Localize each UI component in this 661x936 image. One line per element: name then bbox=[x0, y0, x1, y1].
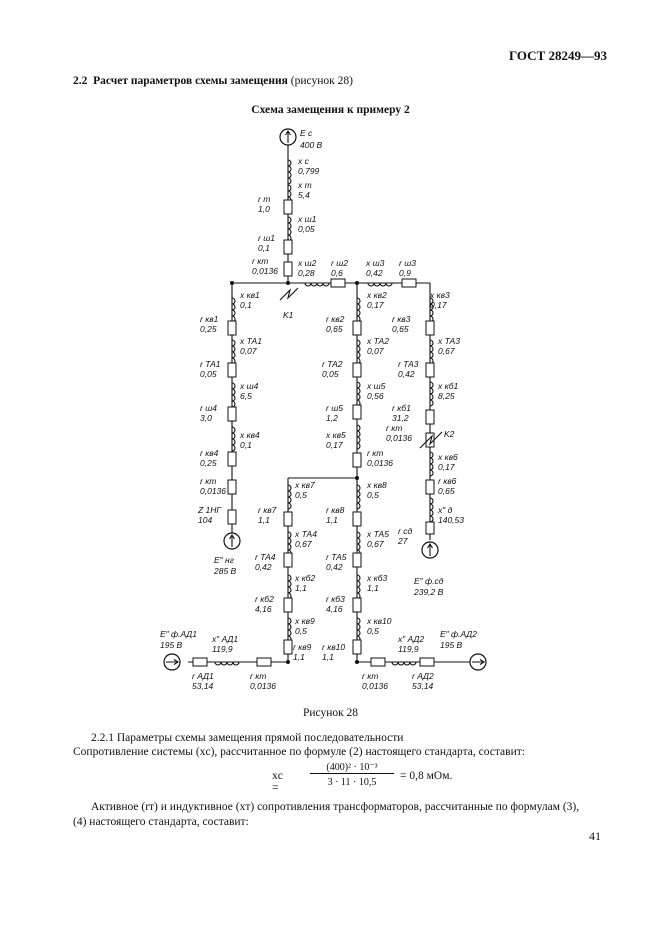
svg-text:140,53: 140,53 bbox=[438, 515, 464, 525]
svg-text:r кб1: r кб1 bbox=[392, 403, 411, 413]
svg-text:1,1: 1,1 bbox=[326, 515, 338, 525]
label-source: E c bbox=[300, 128, 313, 138]
svg-text:0,05: 0,05 bbox=[200, 369, 217, 379]
svg-text:1,1: 1,1 bbox=[322, 652, 334, 662]
svg-text:x кб2: x кб2 bbox=[295, 573, 316, 583]
svg-text:x″ д: x″ д bbox=[438, 505, 453, 515]
svg-text:0,65: 0,65 bbox=[326, 324, 343, 334]
svg-text:0,05: 0,05 bbox=[322, 369, 339, 379]
svg-text:r ш1: r ш1 bbox=[258, 233, 275, 243]
svg-text:x кв4: x кв4 bbox=[240, 430, 260, 440]
svg-text:K1: K1 bbox=[283, 310, 294, 320]
svg-text:r кт: r кт bbox=[252, 256, 269, 266]
svg-text:x кв1: x кв1 bbox=[240, 290, 260, 300]
svg-text:r кт: r кт bbox=[362, 671, 379, 681]
svg-text:r кт: r кт bbox=[386, 423, 403, 433]
svg-text:x ТА3: x ТА3 bbox=[438, 336, 460, 346]
svg-text:r кв9: r кв9 bbox=[293, 642, 312, 652]
svg-text:0,0136: 0,0136 bbox=[362, 681, 388, 691]
svg-text:r кв2: r кв2 bbox=[326, 314, 345, 324]
svg-text:x кб3: x кб3 bbox=[367, 573, 388, 583]
svg-text:0,42: 0,42 bbox=[366, 268, 383, 278]
diagram-title: Схема замещения к примеру 2 bbox=[251, 104, 410, 116]
svg-text:r ТА2: r ТА2 bbox=[322, 359, 343, 369]
svg-text:r кб3: r кб3 bbox=[326, 594, 345, 604]
svg-text:r кв1: r кв1 bbox=[200, 314, 219, 324]
svg-text:E″ ф.АД2: E″ ф.АД2 bbox=[440, 629, 477, 639]
svg-text:1,2: 1,2 bbox=[326, 413, 338, 423]
svg-text:0,1: 0,1 bbox=[258, 243, 270, 253]
svg-text:r кб2: r кб2 bbox=[255, 594, 274, 604]
svg-text:5,4: 5,4 bbox=[298, 190, 310, 200]
svg-text:6,5: 6,5 bbox=[240, 391, 252, 401]
svg-text:E″ нг: E″ нг bbox=[214, 555, 234, 565]
svg-text:r ТА5: r ТА5 bbox=[326, 552, 347, 562]
svg-text:0,67: 0,67 bbox=[438, 346, 455, 356]
svg-text:Z 1НГ: Z 1НГ bbox=[198, 505, 222, 515]
svg-text:x ш2: x ш2 bbox=[298, 258, 317, 268]
svg-text:x ТА5: x ТА5 bbox=[367, 529, 389, 539]
svg-text:x ТА1: x ТА1 bbox=[240, 336, 262, 346]
svg-text:4,16: 4,16 bbox=[326, 604, 343, 614]
svg-text:x кв6: x кв6 bbox=[438, 452, 458, 462]
svg-text:r кт: r кт bbox=[200, 476, 217, 486]
svg-text:0,25: 0,25 bbox=[200, 458, 217, 468]
svg-text:K2: K2 bbox=[444, 429, 455, 439]
svg-text:195 В: 195 В bbox=[160, 640, 183, 650]
svg-text:x кб1: x кб1 bbox=[438, 381, 459, 391]
svg-text:0,5: 0,5 bbox=[295, 626, 307, 636]
svg-text:0,799: 0,799 bbox=[298, 166, 320, 176]
section-heading: 2.2 Расчет параметров схемы замещения (рисунок 28) bbox=[73, 75, 353, 87]
svg-text:r ш3: r ш3 bbox=[399, 258, 416, 268]
svg-text:x кв8: x кв8 bbox=[367, 480, 387, 490]
paragraph-system-resistance: Сопротивление системы (xс), рассчитанное по формуле (2) настоящего стандарта, составит: bbox=[73, 746, 525, 758]
svg-text:285 В: 285 В bbox=[214, 566, 237, 576]
svg-text:x кв7: x кв7 bbox=[295, 480, 315, 490]
svg-text:r АД2: r АД2 bbox=[412, 671, 434, 681]
svg-text:0,25: 0,25 bbox=[200, 324, 217, 334]
svg-text:x c: x c bbox=[298, 156, 309, 166]
svg-text:0,28: 0,28 bbox=[298, 268, 315, 278]
svg-text:1,1: 1,1 bbox=[258, 515, 270, 525]
svg-text:r т: r т bbox=[258, 194, 271, 204]
svg-text:r ш5: r ш5 bbox=[326, 403, 343, 413]
svg-text:0,42: 0,42 bbox=[326, 562, 343, 572]
svg-text:E″ ф.сд: E″ ф.сд bbox=[414, 576, 444, 586]
svg-text:195 В: 195 В bbox=[440, 640, 463, 650]
svg-text:0,0136: 0,0136 bbox=[250, 681, 276, 691]
svg-text:0,5: 0,5 bbox=[367, 490, 379, 500]
svg-text:0,07: 0,07 bbox=[240, 346, 257, 356]
svg-text:r ТА1: r ТА1 bbox=[200, 359, 221, 369]
svg-text:119,9: 119,9 bbox=[212, 644, 233, 654]
paragraph-2-2-1: 2.2.1 Параметры схемы замещения прямой последовательности bbox=[91, 732, 404, 744]
svg-text:0,0136: 0,0136 bbox=[386, 433, 412, 443]
svg-text:r кв10: r кв10 bbox=[322, 642, 346, 652]
svg-text:x″ АД1: x″ АД1 bbox=[212, 634, 239, 644]
svg-text:0,17: 0,17 bbox=[438, 462, 455, 472]
svg-text:x ш5: x ш5 bbox=[367, 381, 386, 391]
svg-text:0,05: 0,05 bbox=[298, 224, 315, 234]
svg-text:r кт: r кт bbox=[250, 671, 267, 681]
svg-text:3,0: 3,0 bbox=[200, 413, 212, 423]
svg-text:0,65: 0,65 bbox=[438, 486, 455, 496]
svg-text:r АД1: r АД1 bbox=[192, 671, 214, 681]
svg-text:0,17: 0,17 bbox=[430, 300, 447, 310]
svg-text:0,42: 0,42 bbox=[255, 562, 272, 572]
svg-text:x ш4: x ш4 bbox=[240, 381, 259, 391]
svg-text:x кв5: x кв5 bbox=[326, 430, 346, 440]
svg-text:r кт: r кт bbox=[367, 448, 384, 458]
svg-text:r кв4: r кв4 bbox=[200, 448, 219, 458]
svg-text:1,1: 1,1 bbox=[367, 583, 379, 593]
svg-text:x ш3: x ш3 bbox=[366, 258, 385, 268]
svg-text:0,42: 0,42 bbox=[398, 369, 415, 379]
svg-text:31,2: 31,2 bbox=[392, 413, 409, 423]
svg-text:r кв7: r кв7 bbox=[258, 505, 277, 515]
svg-text:r ш4: r ш4 bbox=[200, 403, 217, 413]
svg-text:0,5: 0,5 bbox=[367, 626, 379, 636]
svg-text:0,56: 0,56 bbox=[367, 391, 384, 401]
svg-text:r ш2: r ш2 bbox=[331, 258, 348, 268]
svg-text:x ТА2: x ТА2 bbox=[367, 336, 389, 346]
standard-header: ГОСТ 28249—93 bbox=[508, 48, 607, 63]
svg-text:r сд: r сд bbox=[398, 526, 413, 536]
svg-text:0,6: 0,6 bbox=[331, 268, 343, 278]
svg-text:r кв8: r кв8 bbox=[326, 505, 345, 515]
svg-text:53,14: 53,14 bbox=[412, 681, 434, 691]
figure-caption: Рисунок 28 bbox=[302, 707, 359, 719]
svg-text:x кв2: x кв2 bbox=[367, 290, 387, 300]
page-number: 41 bbox=[589, 829, 601, 843]
svg-text:0,17: 0,17 bbox=[326, 440, 343, 450]
svg-text:8,25: 8,25 bbox=[438, 391, 455, 401]
svg-text:1,1: 1,1 bbox=[293, 652, 305, 662]
svg-text:104: 104 bbox=[198, 515, 213, 525]
svg-text:x кв9: x кв9 bbox=[295, 616, 315, 626]
svg-text:0,17: 0,17 bbox=[367, 300, 384, 310]
svg-text:0,67: 0,67 bbox=[295, 539, 312, 549]
svg-text:r кв6: r кв6 bbox=[438, 476, 457, 486]
svg-text:E″ ф.АД1: E″ ф.АД1 bbox=[160, 629, 197, 639]
svg-text:1,1: 1,1 bbox=[295, 583, 307, 593]
svg-text:0,0136: 0,0136 bbox=[252, 266, 278, 276]
svg-text:0,0136: 0,0136 bbox=[367, 458, 393, 468]
svg-text:0,65: 0,65 bbox=[392, 324, 409, 334]
svg-text:x т: x т bbox=[298, 180, 312, 190]
svg-text:0,9: 0,9 bbox=[399, 268, 411, 278]
label-source-value: 400 В bbox=[300, 140, 323, 150]
svg-text:x″ АД2: x″ АД2 bbox=[398, 634, 425, 644]
svg-text:1,0: 1,0 bbox=[258, 204, 270, 214]
svg-text:4,16: 4,16 bbox=[255, 604, 272, 614]
svg-text:x ш1: x ш1 bbox=[298, 214, 317, 224]
svg-text:r ТА4: r ТА4 bbox=[255, 552, 276, 562]
svg-text:0,1: 0,1 bbox=[240, 440, 252, 450]
svg-text:239,2 В: 239,2 В bbox=[414, 587, 444, 597]
svg-text:0,5: 0,5 bbox=[295, 490, 307, 500]
svg-text:x ТА4: x ТА4 bbox=[295, 529, 317, 539]
svg-text:0,07: 0,07 bbox=[367, 346, 384, 356]
svg-text:x кв10: x кв10 bbox=[367, 616, 392, 626]
svg-text:r ТА3: r ТА3 bbox=[398, 359, 419, 369]
svg-text:0,67: 0,67 bbox=[367, 539, 384, 549]
svg-text:27: 27 bbox=[398, 536, 408, 546]
svg-text:0,0136: 0,0136 bbox=[200, 486, 226, 496]
svg-text:53,14: 53,14 bbox=[192, 681, 214, 691]
svg-text:119,9: 119,9 bbox=[398, 644, 419, 654]
svg-text:0,1: 0,1 bbox=[240, 300, 252, 310]
svg-text:x кв3: x кв3 bbox=[430, 290, 450, 300]
svg-text:r кв3: r кв3 bbox=[392, 314, 411, 324]
paragraph-transformer: Активное (rт) и индуктивное (xт) сопротивления трансформаторов, рассчитанные по формулам (3), (4) настоящего стандарта, составит: bbox=[73, 801, 580, 828]
